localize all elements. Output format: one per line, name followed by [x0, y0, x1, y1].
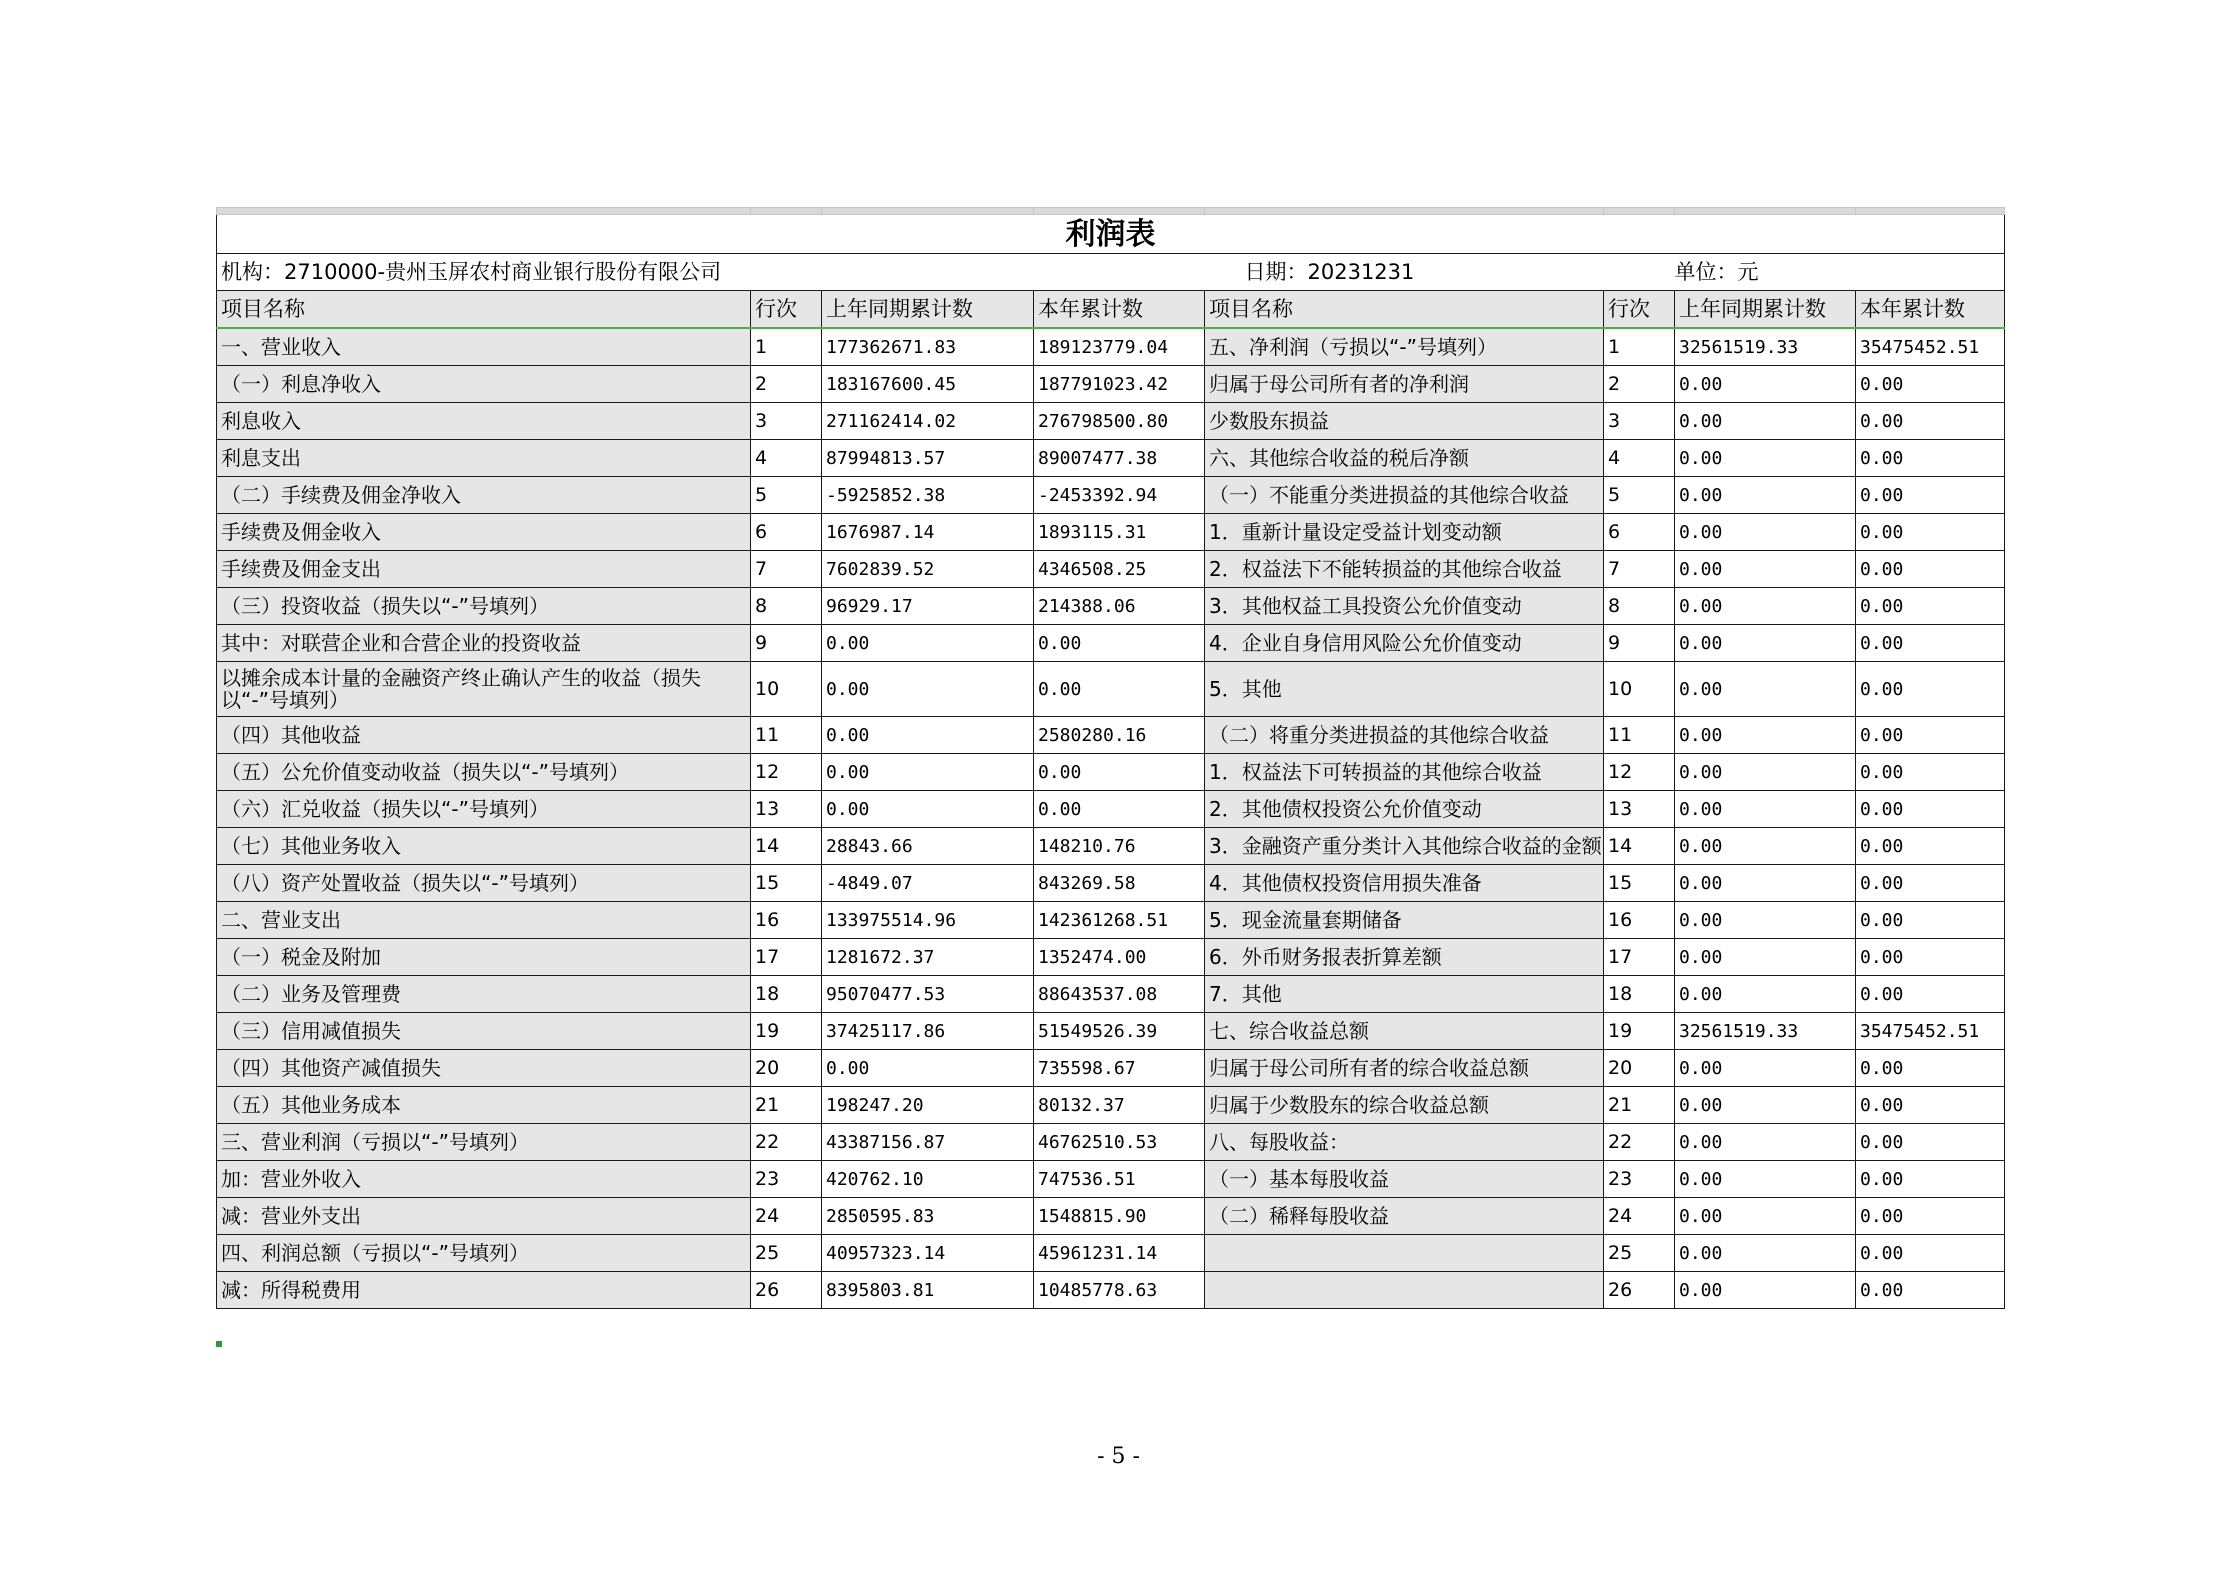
item-name-left: （三）投资收益（损失以“-”号填列）: [217, 588, 751, 625]
item-name-right: 少数股东损益: [1205, 403, 1604, 440]
item-name-right: （一）基本每股收益: [1205, 1161, 1604, 1198]
table-row: [217, 625, 2005, 662]
current-year-value-right: 0.00: [1856, 976, 2005, 1013]
item-name-right: 2．权益法下不能转损益的其他综合收益: [1205, 551, 1604, 588]
header-current-year-right: 本年累计数: [1856, 291, 2005, 329]
line-no-left: 10: [751, 662, 822, 717]
prev-year-value-right: 32561519.33: [1675, 1013, 1856, 1050]
line-no-right: 24: [1604, 1198, 1675, 1235]
current-year-value-right: 0.00: [1856, 662, 2005, 717]
item-name-left: 其中：对联营企业和合营企业的投资收益: [217, 625, 751, 662]
item-name-right: [1205, 1235, 1604, 1272]
line-no-left: 14: [751, 828, 822, 865]
current-year-value-left: 142361268.51: [1034, 902, 1205, 939]
table-header-row: [217, 291, 2005, 329]
current-year-value-right: 0.00: [1856, 403, 2005, 440]
table-row: [217, 1050, 2005, 1087]
statement-title: 利润表: [217, 215, 2005, 254]
item-name-left: 利息支出: [217, 440, 751, 477]
line-no-left: 25: [751, 1235, 822, 1272]
item-name-right: [1205, 1272, 1604, 1309]
current-year-value-left: 0.00: [1034, 625, 1205, 662]
prev-year-value-left: 8395803.81: [822, 1272, 1034, 1309]
item-name-left: （一）利息净收入: [217, 366, 751, 403]
current-year-value-right: 0.00: [1856, 1235, 2005, 1272]
item-name-right: 归属于母公司所有者的综合收益总额: [1205, 1050, 1604, 1087]
prev-year-value-right: 0.00: [1675, 1050, 1856, 1087]
item-name-right: 八、每股收益：: [1205, 1124, 1604, 1161]
table-row: [217, 865, 2005, 902]
table-row: [217, 551, 2005, 588]
table-row: [217, 1198, 2005, 1235]
header-item-name-right: 项目名称: [1205, 291, 1604, 329]
prev-year-value-right: 0.00: [1675, 976, 1856, 1013]
item-name-right: 7．其他: [1205, 976, 1604, 1013]
prev-year-value-left: -4849.07: [822, 865, 1034, 902]
line-no-left: 20: [751, 1050, 822, 1087]
current-year-value-left: 80132.37: [1034, 1087, 1205, 1124]
current-year-value-left: 4346508.25: [1034, 551, 1205, 588]
prev-year-value-left: 133975514.96: [822, 902, 1034, 939]
prev-year-value-right: 0.00: [1675, 902, 1856, 939]
item-name-left: 四、利润总额（亏损以“-”号填列）: [217, 1235, 751, 1272]
item-name-left: 一、营业收入: [217, 328, 751, 366]
page-number: - 5 -: [1097, 1444, 1140, 1469]
item-name-right: 归属于母公司所有者的净利润: [1205, 366, 1604, 403]
prev-year-value-left: 0.00: [822, 717, 1034, 754]
item-name-right: （二）将重分类进损益的其他综合收益: [1205, 717, 1604, 754]
line-no-left: 8: [751, 588, 822, 625]
line-no-left: 4: [751, 440, 822, 477]
current-year-value-left: 51549526.39: [1034, 1013, 1205, 1050]
header-line-no-left: 行次: [751, 291, 822, 329]
item-name-right: 1．权益法下可转损益的其他综合收益: [1205, 754, 1604, 791]
prev-year-value-right: 0.00: [1675, 865, 1856, 902]
line-no-right: 4: [1604, 440, 1675, 477]
prev-year-value-right: 0.00: [1675, 514, 1856, 551]
prev-year-value-right: 0.00: [1675, 477, 1856, 514]
current-year-value-right: 35475452.51: [1856, 328, 2005, 366]
income-statement-sheet: [216, 207, 2004, 1309]
header-prev-year-right: 上年同期累计数: [1675, 291, 1856, 329]
line-no-left: 1: [751, 328, 822, 366]
item-name-left: 减：所得税费用: [217, 1272, 751, 1309]
item-name-left: （二）业务及管理费: [217, 976, 751, 1013]
item-name-left: 手续费及佣金支出: [217, 551, 751, 588]
item-name-left: 手续费及佣金收入: [217, 514, 751, 551]
prev-year-value-right: 0.00: [1675, 440, 1856, 477]
table-row: [217, 662, 2005, 717]
current-year-value-left: 89007477.38: [1034, 440, 1205, 477]
current-year-value-left: 10485778.63: [1034, 1272, 1205, 1309]
line-no-right: 9: [1604, 625, 1675, 662]
line-no-right: 14: [1604, 828, 1675, 865]
table-row: [217, 477, 2005, 514]
item-name-left: （八）资产处置收益（损失以“-”号填列）: [217, 865, 751, 902]
line-no-right: 22: [1604, 1124, 1675, 1161]
current-year-value-left: 189123779.04: [1034, 328, 1205, 366]
table-row: [217, 588, 2005, 625]
prev-year-value-right: 32561519.33: [1675, 328, 1856, 366]
income-statement-table: [216, 207, 2005, 1309]
line-no-right: 7: [1604, 551, 1675, 588]
prev-year-value-left: 7602839.52: [822, 551, 1034, 588]
line-no-right: 19: [1604, 1013, 1675, 1050]
item-name-right: 1．重新计量设定受益计划变动额: [1205, 514, 1604, 551]
item-name-left: （一）税金及附加: [217, 939, 751, 976]
line-no-left: 22: [751, 1124, 822, 1161]
line-no-right: 3: [1604, 403, 1675, 440]
table-row: [217, 1013, 2005, 1050]
line-no-left: 13: [751, 791, 822, 828]
current-year-value-right: 0.00: [1856, 865, 2005, 902]
line-no-left: 2: [751, 366, 822, 403]
item-name-left: 三、营业利润（亏损以“-”号填列）: [217, 1124, 751, 1161]
prev-year-value-right: 0.00: [1675, 791, 1856, 828]
current-year-value-left: 1548815.90: [1034, 1198, 1205, 1235]
prev-year-value-right: 0.00: [1675, 717, 1856, 754]
item-name-left: 以摊余成本计量的金融资产终止确认产生的收益（损失以“-”号填列）: [217, 662, 751, 717]
item-name-right: 归属于少数股东的综合收益总额: [1205, 1087, 1604, 1124]
current-year-value-right: 0.00: [1856, 551, 2005, 588]
current-year-value-right: 35475452.51: [1856, 1013, 2005, 1050]
current-year-value-right: 0.00: [1856, 754, 2005, 791]
prev-year-value-left: 1676987.14: [822, 514, 1034, 551]
current-year-value-right: 0.00: [1856, 366, 2005, 403]
prev-year-value-left: 0.00: [822, 625, 1034, 662]
current-year-value-right: 0.00: [1856, 791, 2005, 828]
line-no-left: 24: [751, 1198, 822, 1235]
current-year-value-right: 0.00: [1856, 1161, 2005, 1198]
table-row: [217, 1272, 2005, 1309]
current-year-value-right: 0.00: [1856, 939, 2005, 976]
current-year-value-right: 0.00: [1856, 1050, 2005, 1087]
line-no-left: 3: [751, 403, 822, 440]
prev-year-value-right: 0.00: [1675, 939, 1856, 976]
prev-year-value-left: 0.00: [822, 754, 1034, 791]
line-no-left: 12: [751, 754, 822, 791]
report-date: 日期：20231231: [1205, 254, 1675, 291]
line-no-right: 25: [1604, 1235, 1675, 1272]
item-name-left: （七）其他业务收入: [217, 828, 751, 865]
table-row: [217, 717, 2005, 754]
prev-year-value-right: 0.00: [1675, 1272, 1856, 1309]
item-name-left: 加：营业外收入: [217, 1161, 751, 1198]
current-year-value-right: 0.00: [1856, 717, 2005, 754]
current-year-value-left: 276798500.80: [1034, 403, 1205, 440]
line-no-right: 21: [1604, 1087, 1675, 1124]
current-year-value-left: 735598.67: [1034, 1050, 1205, 1087]
line-no-right: 2: [1604, 366, 1675, 403]
item-name-left: 二、营业支出: [217, 902, 751, 939]
prev-year-value-left: 0.00: [822, 791, 1034, 828]
prev-year-value-right: 0.00: [1675, 1235, 1856, 1272]
current-year-value-left: 187791023.42: [1034, 366, 1205, 403]
current-year-value-right: 0.00: [1856, 902, 2005, 939]
table-row: [217, 976, 2005, 1013]
item-name-left: 利息收入: [217, 403, 751, 440]
column-header-strip: [217, 208, 2005, 215]
item-name-right: （二）稀释每股收益: [1205, 1198, 1604, 1235]
item-name-left: （五）公允价值变动收益（损失以“-”号填列）: [217, 754, 751, 791]
line-no-left: 9: [751, 625, 822, 662]
line-no-right: 5: [1604, 477, 1675, 514]
table-row: [217, 366, 2005, 403]
current-year-value-right: 0.00: [1856, 1198, 2005, 1235]
item-name-right: 5．其他: [1205, 662, 1604, 717]
current-year-value-right: 0.00: [1856, 514, 2005, 551]
line-no-right: 23: [1604, 1161, 1675, 1198]
table-row: [217, 514, 2005, 551]
line-no-right: 17: [1604, 939, 1675, 976]
item-name-right: 5．现金流量套期储备: [1205, 902, 1604, 939]
header-prev-year-left: 上年同期累计数: [822, 291, 1034, 329]
table-row: [217, 1087, 2005, 1124]
line-no-right: 20: [1604, 1050, 1675, 1087]
current-year-value-right: 0.00: [1856, 1087, 2005, 1124]
line-no-right: 15: [1604, 865, 1675, 902]
header-current-year-left: 本年累计数: [1034, 291, 1205, 329]
prev-year-value-left: 183167600.45: [822, 366, 1034, 403]
line-no-right: 12: [1604, 754, 1675, 791]
currency-unit: 单位：元: [1675, 254, 2005, 291]
prev-year-value-right: 0.00: [1675, 551, 1856, 588]
prev-year-value-right: 0.00: [1675, 588, 1856, 625]
prev-year-value-left: 43387156.87: [822, 1124, 1034, 1161]
table-row: [217, 939, 2005, 976]
prev-year-value-left: 271162414.02: [822, 403, 1034, 440]
prev-year-value-left: 0.00: [822, 1050, 1034, 1087]
prev-year-value-left: 420762.10: [822, 1161, 1034, 1198]
current-year-value-left: 1352474.00: [1034, 939, 1205, 976]
item-name-right: 4．其他债权投资信用损失准备: [1205, 865, 1604, 902]
current-year-value-left: 1893115.31: [1034, 514, 1205, 551]
item-name-right: 3．金融资产重分类计入其他综合收益的金额: [1205, 828, 1604, 865]
current-year-value-left: 0.00: [1034, 662, 1205, 717]
prev-year-value-right: 0.00: [1675, 1087, 1856, 1124]
item-name-left: （五）其他业务成本: [217, 1087, 751, 1124]
prev-year-value-left: 1281672.37: [822, 939, 1034, 976]
current-year-value-left: -2453392.94: [1034, 477, 1205, 514]
line-no-left: 16: [751, 902, 822, 939]
item-name-left: 减：营业外支出: [217, 1198, 751, 1235]
item-name-right: 六、其他综合收益的税后净额: [1205, 440, 1604, 477]
current-year-value-right: 0.00: [1856, 828, 2005, 865]
table-row: [217, 754, 2005, 791]
prev-year-value-right: 0.00: [1675, 662, 1856, 717]
item-name-left: （三）信用减值损失: [217, 1013, 751, 1050]
header-line-no-right: 行次: [1604, 291, 1675, 329]
table-row: [217, 1235, 2005, 1272]
table-row: [217, 1161, 2005, 1198]
current-year-value-left: 0.00: [1034, 791, 1205, 828]
line-no-left: 5: [751, 477, 822, 514]
current-year-value-right: 0.00: [1856, 440, 2005, 477]
current-year-value-right: 0.00: [1856, 625, 2005, 662]
prev-year-value-left: 96929.17: [822, 588, 1034, 625]
line-no-left: 15: [751, 865, 822, 902]
organization-label: 机构：2710000-贵州玉屏农村商业银行股份有限公司: [217, 254, 1205, 291]
table-row: [217, 403, 2005, 440]
current-year-value-right: 0.00: [1856, 477, 2005, 514]
table-row: [217, 1124, 2005, 1161]
line-no-left: 6: [751, 514, 822, 551]
current-year-value-left: 46762510.53: [1034, 1124, 1205, 1161]
current-year-value-left: 88643537.08: [1034, 976, 1205, 1013]
current-year-value-right: 0.00: [1856, 1272, 2005, 1309]
item-name-right: 3．其他权益工具投资公允价值变动: [1205, 588, 1604, 625]
prev-year-value-right: 0.00: [1675, 754, 1856, 791]
prev-year-value-right: 0.00: [1675, 1124, 1856, 1161]
item-name-right: 2．其他债权投资公允价值变动: [1205, 791, 1604, 828]
item-name-left: （四）其他资产减值损失: [217, 1050, 751, 1087]
line-no-right: 18: [1604, 976, 1675, 1013]
item-name-right: 七、综合收益总额: [1205, 1013, 1604, 1050]
item-name-right: 4．企业自身信用风险公允价值变动: [1205, 625, 1604, 662]
current-year-value-left: 747536.51: [1034, 1161, 1205, 1198]
current-year-value-right: 0.00: [1856, 588, 2005, 625]
line-no-right: 1: [1604, 328, 1675, 366]
item-name-left: （六）汇兑收益（损失以“-”号填列）: [217, 791, 751, 828]
current-year-value-left: 2580280.16: [1034, 717, 1205, 754]
prev-year-value-right: 0.00: [1675, 828, 1856, 865]
prev-year-value-left: 0.00: [822, 662, 1034, 717]
table-row: [217, 828, 2005, 865]
table-row: [217, 328, 2005, 366]
table-row: [217, 902, 2005, 939]
selection-corner-marker: [216, 1341, 222, 1347]
line-no-left: 7: [751, 551, 822, 588]
current-year-value-left: 0.00: [1034, 754, 1205, 791]
line-no-left: 26: [751, 1272, 822, 1309]
prev-year-value-left: 40957323.14: [822, 1235, 1034, 1272]
prev-year-value-right: 0.00: [1675, 1161, 1856, 1198]
current-year-value-left: 148210.76: [1034, 828, 1205, 865]
prev-year-value-left: 2850595.83: [822, 1198, 1034, 1235]
item-name-right: 6．外币财务报表折算差额: [1205, 939, 1604, 976]
prev-year-value-left: 177362671.83: [822, 328, 1034, 366]
current-year-value-left: 45961231.14: [1034, 1235, 1205, 1272]
line-no-left: 19: [751, 1013, 822, 1050]
prev-year-value-right: 0.00: [1675, 625, 1856, 662]
line-no-right: 13: [1604, 791, 1675, 828]
line-no-left: 17: [751, 939, 822, 976]
prev-year-value-right: 0.00: [1675, 403, 1856, 440]
line-no-right: 16: [1604, 902, 1675, 939]
item-name-left: （二）手续费及佣金净收入: [217, 477, 751, 514]
current-year-value-left: 214388.06: [1034, 588, 1205, 625]
prev-year-value-right: 0.00: [1675, 366, 1856, 403]
line-no-left: 23: [751, 1161, 822, 1198]
table-row: [217, 791, 2005, 828]
line-no-right: 26: [1604, 1272, 1675, 1309]
header-item-name-left: 项目名称: [217, 291, 751, 329]
line-no-left: 21: [751, 1087, 822, 1124]
prev-year-value-left: 198247.20: [822, 1087, 1034, 1124]
item-name-right: （一）不能重分类进损益的其他综合收益: [1205, 477, 1604, 514]
line-no-left: 11: [751, 717, 822, 754]
line-no-right: 10: [1604, 662, 1675, 717]
prev-year-value-left: 37425117.86: [822, 1013, 1034, 1050]
current-year-value-right: 0.00: [1856, 1124, 2005, 1161]
current-year-value-left: 843269.58: [1034, 865, 1205, 902]
item-name-right: 五、净利润（亏损以“-”号填列）: [1205, 328, 1604, 366]
line-no-right: 6: [1604, 514, 1675, 551]
prev-year-value-right: 0.00: [1675, 1198, 1856, 1235]
line-no-right: 8: [1604, 588, 1675, 625]
item-name-left: （四）其他收益: [217, 717, 751, 754]
prev-year-value-left: -5925852.38: [822, 477, 1034, 514]
line-no-right: 11: [1604, 717, 1675, 754]
line-no-left: 18: [751, 976, 822, 1013]
prev-year-value-left: 28843.66: [822, 828, 1034, 865]
table-row: [217, 440, 2005, 477]
prev-year-value-left: 95070477.53: [822, 976, 1034, 1013]
prev-year-value-left: 87994813.57: [822, 440, 1034, 477]
